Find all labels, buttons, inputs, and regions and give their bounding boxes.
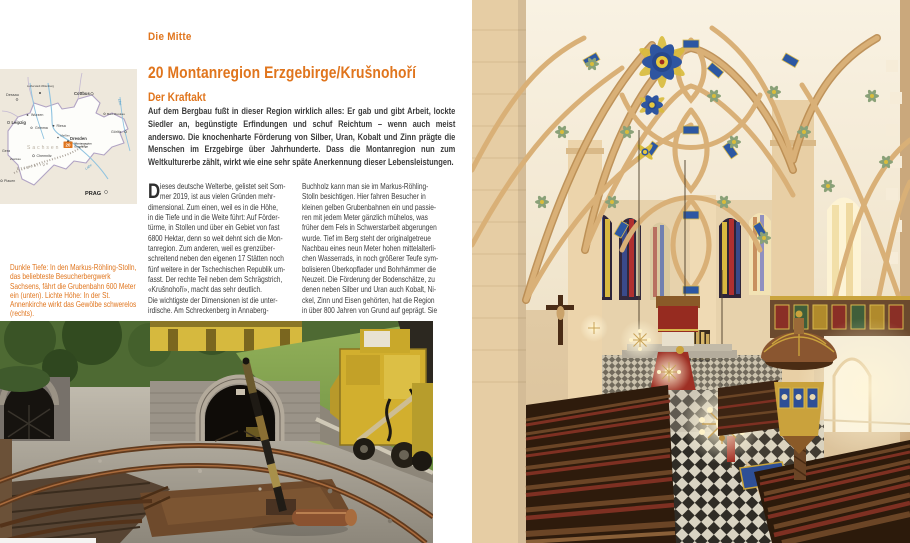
drop-cap: D [148,180,161,203]
text-line: in über 800 Jahren von Grund auf geprägt. Sie [302,306,438,316]
text-line: irdische. Am Schreckenberg in Annaberg- [148,306,269,316]
church-interior-photo [472,0,910,543]
page-title: 20 Montanregion Erzgebirge/Krušnohoří [148,64,417,82]
svg-text:Cottbus: Cottbus [74,91,90,96]
saxony-locator-map [0,69,137,204]
map-river-label-labe: Labe [84,163,93,171]
map-river-label-elbe: Elbe [117,98,123,106]
text-line: ieses deutsche Welterbe, gelistet seit Som- [160,182,286,191]
svg-text:Lutherstadt Wittenberg: Lutherstadt Wittenberg [27,84,55,88]
svg-text:20: 20 [65,142,71,148]
svg-text:Bad Muskau: Bad Muskau [107,112,126,116]
text-line: schreitend neben den eigenen 17 Stätten noch [148,254,284,264]
svg-text:Dresden: Dresden [70,136,87,141]
pews-mid-right [718,380,780,436]
text-line: Die wichtigste der Dimensionen ist die unter- [148,295,278,305]
text-line: früher dem Fels in Schwerstarbeit abgerungen [302,223,437,233]
text-line: ren mit jedem Meter gänzlich mühelos, was [302,213,428,223]
text-line: tanregion. Zum anderen, weil es grenzüber- [148,244,276,254]
text-line: kleinen gelben Grubenbahnen ein und passie- [302,202,437,212]
intro-paragraph: Auf dem Bergbau fußt in dieser Region wirklich alles: Er gab und gibt Arbeit, lockte Siedler an, begünstigte Erfindungen und schuf Reichtum – wenn auch meist anderswo. Die knochenharte Förderung von Silber, Uran, Kobalt und Zinn prägte die Menschen im Erzgebirge über Jahrhunderte. Dass die Montanregion nun zum Weltkulturerbe zählt, wirkt wie eine sehr späte Anerkennung dieser Lebensleistungen. [148,106,456,169]
svg-text:Dessau: Dessau [6,93,19,97]
text-line: mer 2019, ist aus vielen Gründen mehr- [160,192,276,202]
svg-text:Meißen: Meißen [60,133,70,138]
section-label: Die Mitte [148,31,192,43]
text-line: wurde. Tief im Berg steht der originalgetreue [302,233,431,243]
svg-text:Plauen: Plauen [4,179,16,183]
text-line: fasst. Der rechte Teil neben dem Schrägstrich, [148,275,283,285]
text-line: Stolln besichtigen. Hier fahren Besucher in [302,192,426,202]
svg-text:Gera: Gera [2,149,10,153]
svg-text:Görlitz: Görlitz [111,130,122,134]
text-line: fünf weitere in der Tschechischen Republik um- [148,264,286,274]
text-line: denen neben Silber und Uran auch Kobalt, Ni- [302,285,436,295]
pews-left [526,385,676,543]
map-ridge-label: Erzgebirge [16,161,51,171]
svg-text:Erzgebirge: Erzgebirge [74,145,88,149]
map-site-marker [64,141,93,148]
text-line: Nachbau eines neun Meter hohen mittelalterli- [302,244,436,254]
text-line: Neuzeit. Die Förderung der Bodenschätze, zu [302,275,435,285]
body-column-1 [148,182,298,316]
svg-text:Grimma: Grimma [35,126,48,130]
text-line: Buchholz kann man sie im Markus-Röhling- [302,182,429,191]
body-column-2 [302,182,456,316]
svg-text:Chemnitz: Chemnitz [36,154,52,158]
mine-railway-photo [0,321,433,543]
left-archway [0,366,70,441]
text-line: ckel, Zinn und Eisen gehörten, hat die Region [302,295,435,305]
text-line: dimensional. Zum einen, weil es in die Höhe, [148,202,278,212]
page-subtitle: Der Kraftakt [148,92,206,104]
map-region-label: Sachsen [27,145,61,151]
text-line: bolisieren Überkopflader und Bohrhämmer die [302,264,436,274]
text-line: in die Tiefe und in die Weite führt: Auf Förder- [148,213,280,223]
svg-text:Wurzen: Wurzen [31,113,44,118]
svg-text:Riesa: Riesa [56,124,66,128]
photo-corner-sliver [0,538,96,543]
photo-caption: Dunkle Tiefe: In den Markus-Röhling-Stolln, das beliebteste Besucherbergwerk Sachsens, fährt die Grubenbahn 600 Meter ein (unten). Lichte Höhe: In der St. Annenkirche wirkt das Gewölbe schwerelos (rechts). [10,263,137,319]
text-line: türme, in Stollen und über ein Gebiet von fast [148,223,280,233]
text-line: «Krušnohoří», macht das sehr deutlich. [148,285,262,295]
svg-text:Zwickau: Zwickau [10,157,22,161]
text-line: chen Wasserrads, in noch größerer Teufe sym- [302,254,439,264]
text-line: 6800 Hektar, denn so weit dehnt sich die Mon- [148,233,283,243]
svg-text:Leipzig: Leipzig [11,120,26,125]
svg-text:PRAG: PRAG [85,191,102,197]
svg-text:Montanregion: Montanregion [74,142,92,146]
